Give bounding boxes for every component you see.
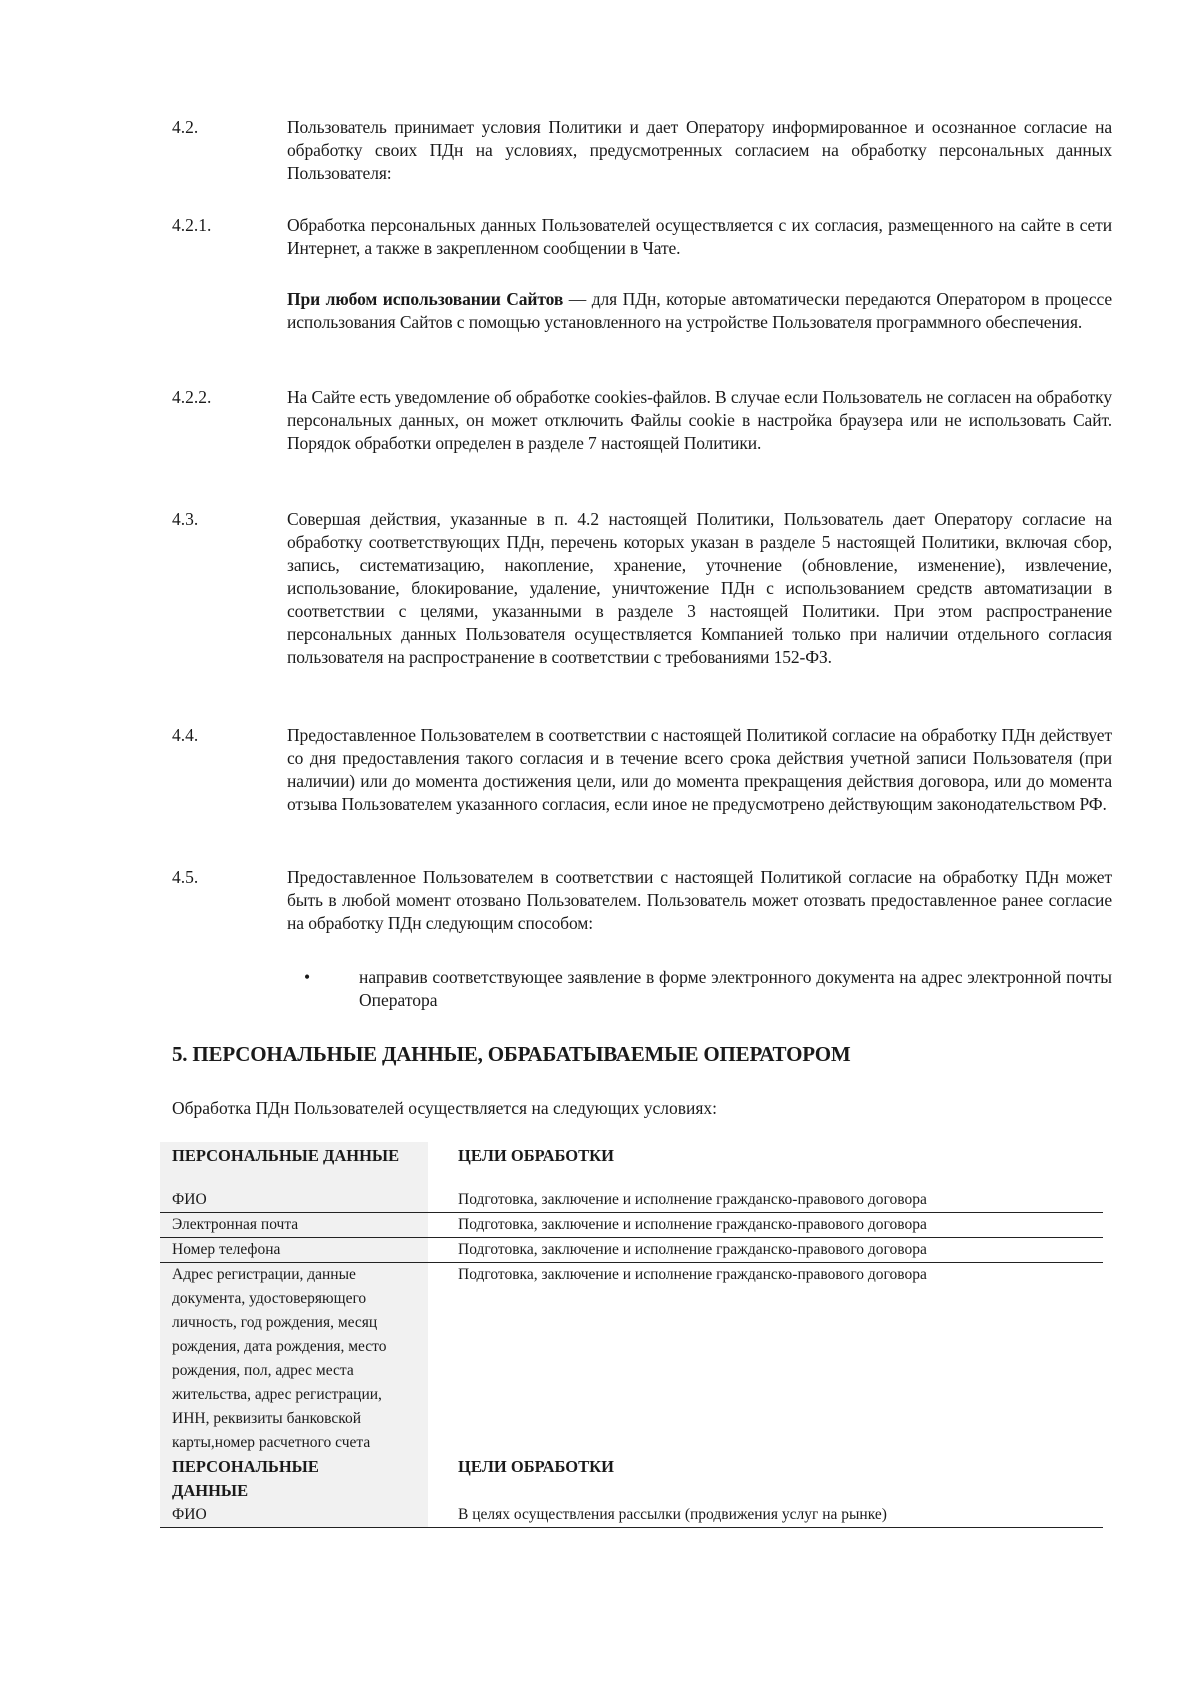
section-heading: 5. ПЕРСОНАЛЬНЫЕ ДАННЫЕ, ОБРАБАТЫВАЕМЫЕ ОПЕРАТОРОМ [172,1042,851,1066]
clause-4-5 [172,866,1112,935]
spacer-cell [428,1168,1103,1188]
cell-purpose: Подготовка, заключение и исполнение гражданско-правового договора [458,1241,927,1258]
clause-4-2-2 [172,386,1112,455]
cell-data: Номер телефона [160,1238,428,1262]
clause-text: Пользователь принимает условия Политики и дает Оператору информированное и осознанное согласие на обработку своих ПДн на условиях, предусмотренных согласием на обработку персональных данных Пользователя: [287,117,1112,183]
cell-purpose: Подготовка, заключение и исполнение гражданско-правового договора [458,1191,927,1208]
clause-text: Предоставленное Пользователем в соответствии с настоящей Политикой согласие на обработку ПДн действует со дня предоставления такого согласия и в течение всего срока действия учетной записи Пользователя (при наличии) или до момента достижения цели, или до момента прекращения действия договора, или до момента отзыва Пользователем указанного согласия, если иное не предусмотрено действующим законодательством РФ. [287,725,1112,814]
section-intro: Обработка ПДн Пользователей осуществляется на следующих условиях: [172,1098,717,1118]
spacer-cell [160,1168,428,1188]
clause-text [287,288,1112,334]
clause-text: Предоставленное Пользователем в соответствии с настоящей Политикой согласие на обработку ПДн может быть в любой момент отозвано Пользователем. Пользователь может отозвать предоставленное ранее согласие на обработку ПДн следующим способом: [287,867,1112,933]
clause-number: 4.5. [172,867,199,887]
clause-number: 4.4. [172,725,199,745]
clause-sites-usage [172,288,1112,334]
clause-text: Совершая действия, указанные в п. 4.2 настоящей Политики, Пользователь дает Оператору согласие на обработку соответствующих ПДн, перечень которых указан в разделе 5 настоящей Политики, включая сбор, запись, систематизацию, накопление, хранение, уточнение (обновление, изменение), извлечение, использование, блокирование, удаление, уничтожение ПДн с использованием средств автоматизации в соответствии с целями, указанными в разделе 3 настоящей Политики. При этом распространение персональных данных Пользователя осуществляется Компанией только при наличии отдельного согласия пользователя на распространение в соответствии с требованиями 152-ФЗ. [287,509,1112,667]
header-personal-data [160,1142,428,1168]
cell-data: ФИО [160,1503,428,1527]
header-purposes: ЦЕЛИ ОБРАБОТКИ [458,1146,614,1165]
cell-purpose: Подготовка, заключение и исполнение гражданско-правового договора [458,1216,927,1233]
cell-data: Адрес регистрации, данные документа, удостоверяющего личность, год рождения, месяц рождения, дата рождения, место рождения, пол, адрес места жительства, адрес регистрации, ИНН, реквизиты банковской карты,номер расчетного счета [160,1263,428,1455]
cell-purpose: Подготовка, заключение и исполнение гражданско-правового договора [458,1266,927,1283]
clause-4-3 [172,508,1112,669]
clause-text: На Сайте есть уведомление об обработке cookies-файлов. В случае если Пользователь не согласен на обработку персональных данных, он может отключить Файлы cookie в настройка браузера или не использовать Сайт. Порядок обработки определен в разделе 7 настоящей Политики. [287,387,1112,453]
clause-number: 4.3. [172,509,199,529]
clause-4-2-1 [172,214,1112,260]
cell-data: ФИО [160,1188,428,1212]
table-row [160,1263,1103,1455]
table-spacer [160,1168,1103,1188]
clause-number: 4.2.1. [172,215,212,235]
clause-number: 4.2.2. [172,387,212,407]
table-row [160,1503,1103,1528]
table-row [160,1213,1103,1238]
cell-purpose: В целях осуществления рассылки (продвижения услуг на рынке) [458,1506,887,1523]
bullet-icon: • [304,967,311,987]
clause-4-4 [172,724,1112,816]
bold-lead: При любом использовании Сайтов [287,289,564,309]
bullet-item [287,966,1112,1012]
bullet-text: направив соответствующее заявление в форме электронного документа на адрес электронной почты Оператора [359,967,1112,1010]
table-header-row [160,1455,1103,1503]
table-row [160,1188,1103,1213]
clause-text: Обработка персональных данных Пользователей осуществляется с их согласия, размещенного на сайте в сети Интернет, а также в закрепленном сообщении в Чате. [287,215,1112,258]
header-label: ПЕРСОНАЛЬНЫЕ ДАННЫЕ [172,1146,400,1165]
table-header-row [160,1142,1103,1168]
header-personal-data: ПЕРСОНАЛЬНЫЕ ДАННЫЕ [160,1455,428,1503]
header-purposes: ЦЕЛИ ОБРАБОТКИ [458,1457,614,1476]
cell-data: Электронная почта [160,1213,428,1237]
clause-number: 4.2. [172,117,199,137]
clause-body: — для ПДн, которые автоматически передаются Оператором в процессе использования Сайтов с помощью установленного на устройстве Пользователя программного обеспечения. [287,289,1112,332]
personal-data-table [160,1142,1103,1528]
table-row [160,1238,1103,1263]
clause-4-2 [172,116,1112,185]
